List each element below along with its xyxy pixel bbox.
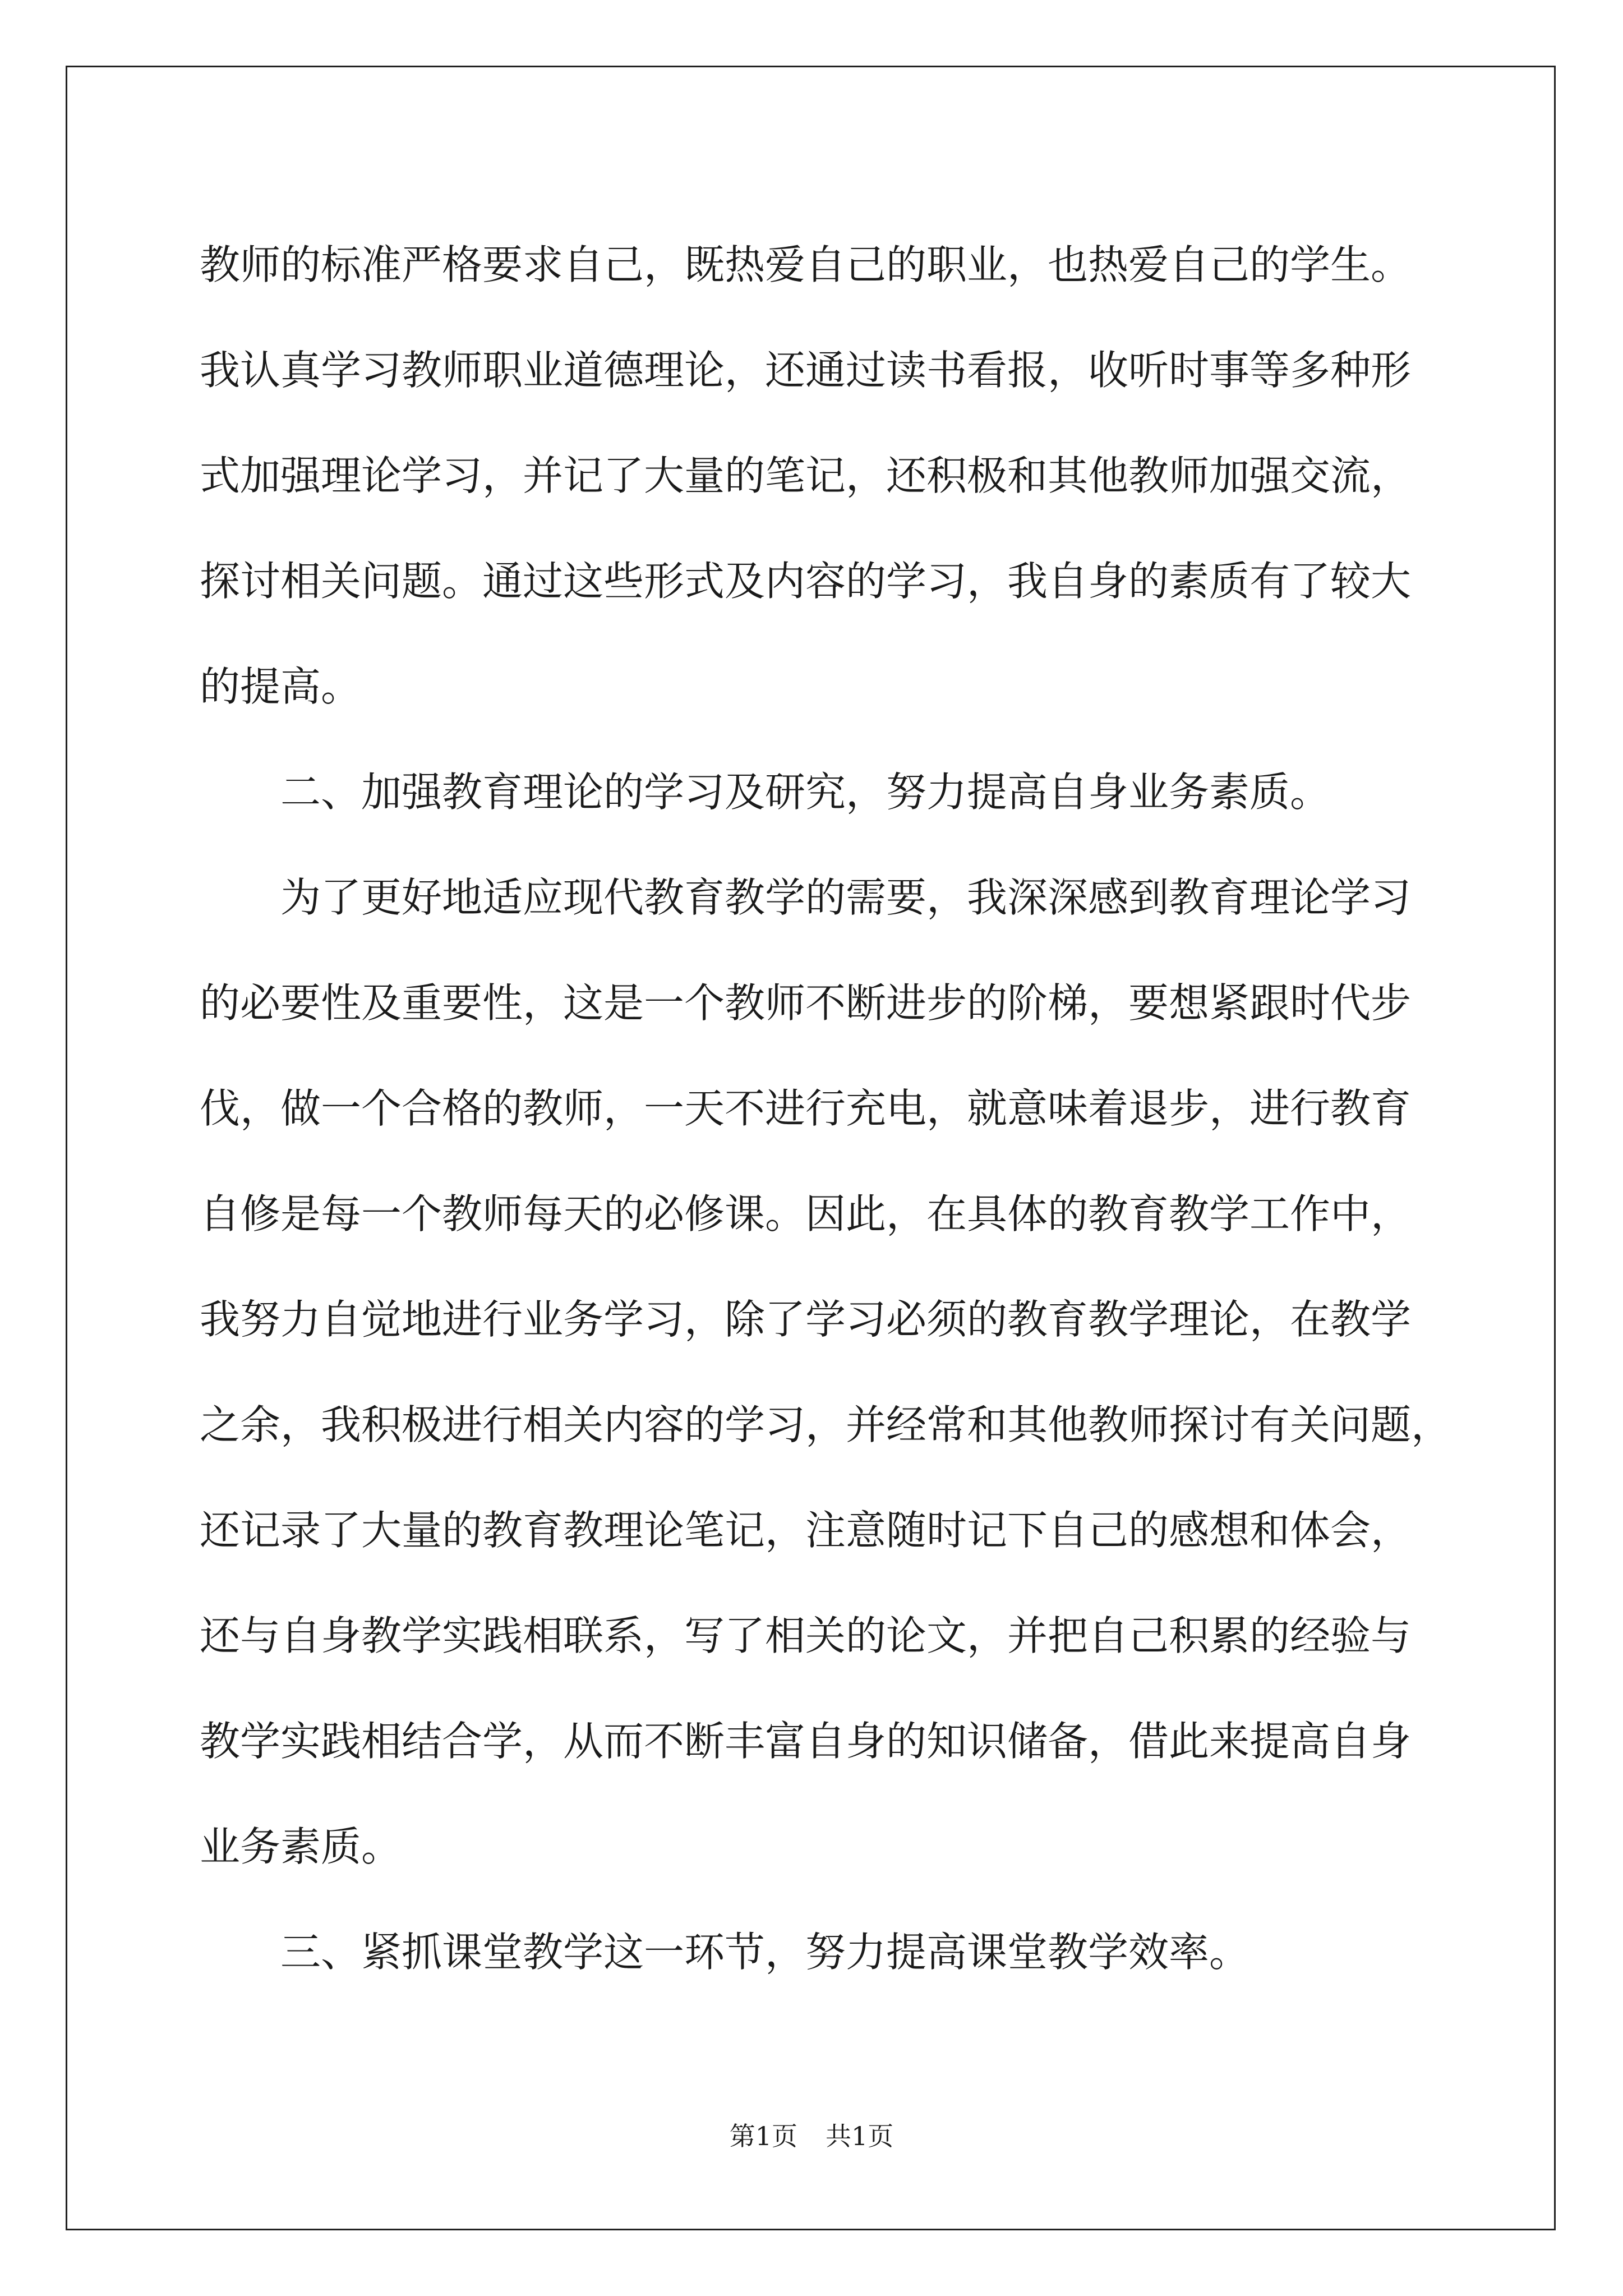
paragraph <box>200 212 1433 318</box>
text-line: 为了更好地适应现代教育教学的需要，我深深感到教育理论学习 <box>280 874 1412 921</box>
text-line: 我努力自觉地进行业务学习，除了学习必须的教育教学理论，在教学 <box>200 1296 1412 1343</box>
page-number: 第1页 <box>729 2121 797 2151</box>
text-line: 的必要性及重要性，这是一个教师不断进步的阶梯，要想紧跟时代步 <box>200 979 1412 1027</box>
text-line: 还与自身教学实践相联系，写了相关的论文，并把自己积累的经验与 <box>200 1612 1412 1659</box>
text-line: 业务素质。 <box>200 1823 402 1870</box>
text-line: 我认真学习教师职业道德理论，还通过读书看报，收听时事等多种形 <box>200 347 1412 394</box>
text-line: 教学实践相结合学，从而不断丰富自身的知识储备，借此来提高自身 <box>200 1718 1412 1765</box>
text-line: 自修是每一个教师每天的必修课。因此，在具体的教育教学工作中， <box>200 1190 1412 1237</box>
text-line: 三、紧抓课堂教学这一环节，努力提高课堂教学效率。 <box>280 1929 1250 1976</box>
paragraph <box>200 318 1433 739</box>
total-pages: 共1页 <box>826 2121 894 2151</box>
page-footer <box>0 2116 1623 2153</box>
text-line: 的提高。 <box>200 663 362 710</box>
text-line: 探讨相关问题。通过这些形式及内容的学习，我自身的素质有了较大 <box>200 558 1412 605</box>
section-heading <box>200 739 1433 845</box>
text-line: 式加强理论学习，并记了大量的笔记，还积极和其他教师加强交流， <box>200 452 1412 499</box>
text-line: 之余，我积极进行相关内容的学习，并经常和其他教师探讨有关问题， <box>200 1401 1452 1448</box>
text-line: 还记录了大量的教育教理论笔记，注意随时记下自己的感想和体会， <box>200 1507 1412 1554</box>
document-body <box>200 212 1452 2005</box>
text-line: 教师的标准严格要求自己，既热爱自己的职业，也热爱自己的学生。 <box>200 241 1412 288</box>
text-line: 二、加强教育理论的学习及研究，努力提高自身业务素质。 <box>280 769 1331 816</box>
section-heading <box>200 1899 1433 2005</box>
text-line: 伐，做一个合格的教师，一天不进行充电，就意味着退步，进行教育 <box>200 1085 1412 1132</box>
paragraph <box>200 845 1452 1899</box>
